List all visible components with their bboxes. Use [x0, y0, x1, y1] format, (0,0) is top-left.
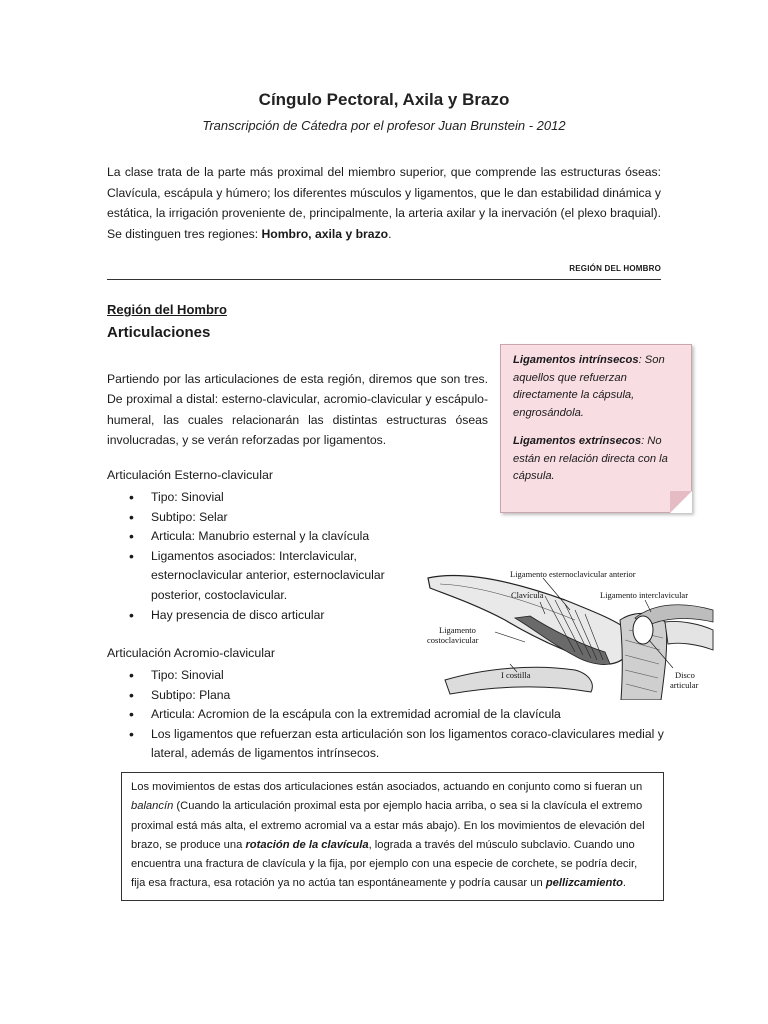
intro-regions-bold: Hombro, axila y brazo	[261, 226, 389, 241]
note-intrinsic: Ligamentos intrínsecos: Son aquellos que refuerzan directamente la cápsula, engrosándola.	[513, 354, 665, 419]
list-item: • Subtipo: Selar	[107, 508, 427, 528]
list-item: • Articula: Acromion de la escápula con la extremidad acromial de la clavícula	[107, 705, 667, 725]
movement-note-box: Los movimientos de estas dos articulaciones están asociados, actuando en conjunto como si fueran un balancín (Cuando la articulación proximal esta por ejemplo hacia arriba, o sea si la clavícula el extremo proximal está más alta, el extremo acromial va a estar más abajo). En los movimientos de elevación del brazo, se produce una rotación de la clavícula, lograda a través del músculo subclavio. Cuando uno encuentra una fractura de clavícula y la fija, por ejemplo con una especie de corchete, se podría decir, fija esa fractura, esa rotación ya no actúa tan espontáneamente y podría causar un pellizcamiento.	[121, 772, 664, 901]
note-extrinsic: Ligamentos extrínsecos: No están en relación directa con la cápsula.	[513, 435, 668, 482]
label-lig-costoclavicular-2: costoclavicular	[427, 635, 479, 645]
esterno-list	[107, 488, 427, 625]
region-heading: Región del Hombro	[107, 302, 227, 317]
list-item: • Los ligamentos que refuerzan esta articulación son los ligamentos coraco-claviculares medial y lateral, además de ligamentos intrínsecos.	[107, 725, 667, 764]
list-item: • Ligamentos asociados: Interclavicular, esternoclavicular anterior, esternoclavicular posterior, costoclavicular.	[107, 547, 427, 606]
label-lig-interclavicular: Ligamento interclavicular	[600, 590, 689, 600]
note-folded-corner	[670, 491, 692, 513]
section-divider	[107, 279, 661, 280]
label-clavicula: Clavícula	[511, 590, 544, 600]
label-primera-costilla: I costilla	[501, 670, 531, 680]
acromio-heading: Articulación Acromio-clavicular	[107, 646, 276, 660]
term-balancin: balancín	[131, 800, 174, 813]
list-item: • Hay presencia de disco articular	[107, 606, 427, 626]
label-lig-costoclavicular-1: Ligamento	[439, 625, 476, 635]
list-item: • Tipo: Sinovial	[107, 488, 427, 508]
label-lig-esternoclavicular-anterior: Ligamento esternoclavicular anterior	[510, 569, 636, 579]
list-item: • Tipo: Sinovial	[107, 666, 667, 686]
acromio-list	[107, 666, 667, 764]
esterno-heading: Articulación Esterno-clavicular	[107, 468, 273, 482]
articulaciones-heading: Articulaciones	[107, 324, 211, 341]
document-title: Cíngulo Pectoral, Axila y Brazo	[258, 90, 510, 109]
articulaciones-intro: Partiendo por las articulaciones de esta región, diremos que son tres. De proximal a distal: esterno-clavicular, acromio-clavicular y escápulo-humeral, las cuales relacionarán las distintas estructuras óseas involucradas, y se verán reforzadas por ligamentos.	[107, 372, 488, 447]
ligament-sticky-note	[500, 344, 692, 513]
section-tag: REGIÓN DEL HOMBRO	[569, 264, 661, 273]
list-item: • Articula: Manubrio esternal y la clavícula	[107, 527, 427, 547]
list-item: • Subtipo: Plana	[107, 686, 667, 706]
term-pellizcamiento: pellizcamiento	[545, 877, 623, 890]
label-disco-1: Disco	[675, 670, 695, 680]
label-disco-2: articular	[670, 680, 699, 690]
intro-paragraph: La clase trata de la parte más proximal del miembro superior, que comprende las estructuras óseas: Clavícula, escápula y húmero; los diferentes músculos y ligamentos, que le dan estabilidad dinámica y estática, la irrigación proveniente de, principalmente, la arteria axilar y la inervación (el plexo braquial). Se distinguen tres regiones: Hombro, axila y brazo.	[107, 165, 661, 241]
document-subtitle: Transcripción de Cátedra por el profesor Juan Brunstein - 2012	[202, 118, 566, 133]
term-rotacion-clavicula: rotación de la clavícula	[245, 838, 369, 851]
